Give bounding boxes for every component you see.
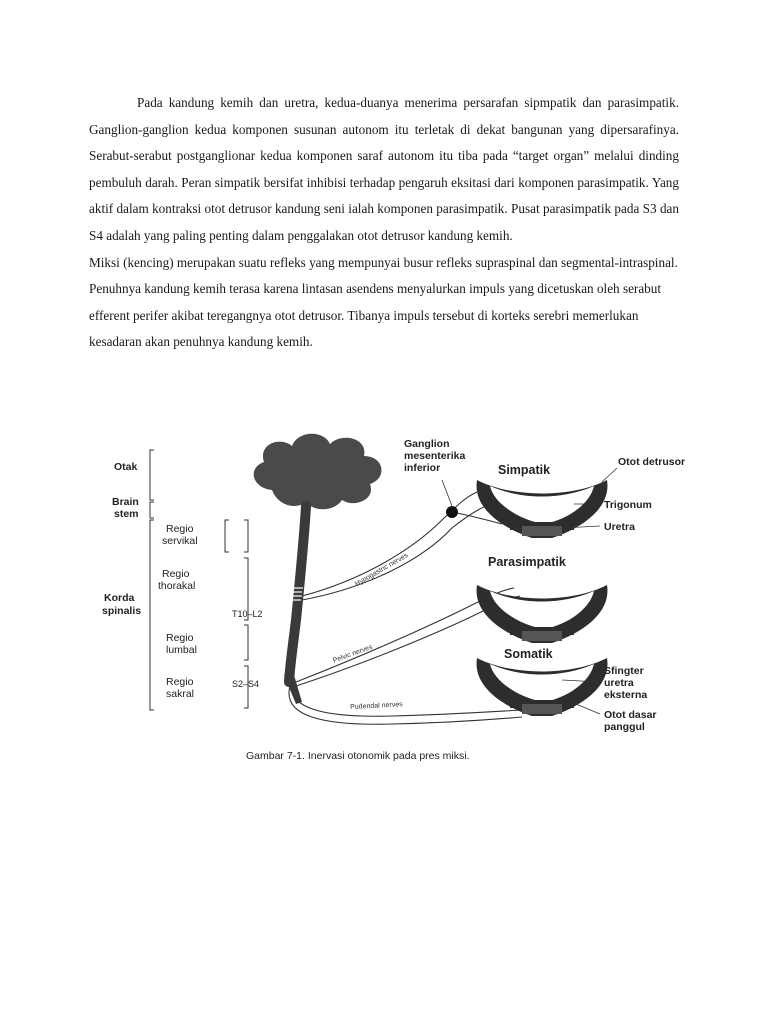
bracket-korda	[150, 520, 154, 710]
label-pelvic-nerves: Pelvic nerves	[332, 643, 374, 665]
label-ganglion-line1: Ganglion	[404, 438, 450, 450]
label-sfingter-line3: eksterna	[604, 689, 648, 701]
spinal-cord	[289, 506, 306, 682]
hypogastric-nerve-2	[302, 500, 502, 600]
label-hypogastric-nerves: Hypogastric nerves	[354, 552, 410, 589]
label-uretra: Uretra	[604, 521, 635, 533]
label-ganglion-line2: mesenterika	[404, 450, 466, 462]
brain-shape	[254, 434, 382, 510]
innervation-figure	[92, 420, 722, 770]
bracket-servikal-right	[244, 520, 248, 552]
label-sfingter-line2: uretra	[604, 677, 634, 689]
label-servikal-line2: servikal	[162, 535, 198, 547]
bladder-somatik	[477, 658, 608, 716]
label-sakral-line1: Regio	[166, 676, 194, 688]
label-simpatik: Simpatik	[498, 463, 551, 477]
figure-caption: Gambar 7-1. Inervasi otonomik pada pres miksi.	[246, 750, 470, 762]
label-otot-detrusor: Otot detrusor	[618, 456, 686, 468]
label-somatik: Somatik	[504, 647, 553, 661]
label-korda-line2: spinalis	[102, 605, 142, 617]
label-sakral-line2: sakral	[166, 688, 195, 700]
label-otot-dasar-line1: Otot dasar	[604, 709, 657, 721]
label-pudendal-nerves: Pudendal nerves	[350, 701, 403, 711]
paragraph-micturition: Miksi (kencing) merupakan suatu refleks yang mempunyai busur refleks supraspinal dan segmental-intraspinal. Penuhnya kandung kemih terasa karena lintasan asendens menyalurkan impuls yang dicetuskan oleh serabut efferent perifer akibat teregangnya otot detrusor. Tibanya impuls tersebut di korteks serebri memerlukan kesadaran akan penuhnya kandung kemih.	[89, 254, 678, 350]
bladder-parasimpatik	[477, 585, 608, 643]
ganglion-dot	[446, 506, 458, 518]
label-s2-s4: S2–S4	[232, 679, 260, 689]
label-ganglion-line3: inferior	[404, 462, 441, 474]
label-thorakal-line1: Regio	[162, 568, 190, 580]
bracket-otak	[150, 450, 154, 500]
label-sfingter-line1: Sfingter	[604, 665, 644, 677]
label-trigonum: Trigonum	[604, 499, 652, 511]
label-brain-line2: stem	[114, 508, 139, 520]
label-servikal-line1: Regio	[166, 523, 194, 535]
body-text	[89, 90, 679, 356]
label-brain-line1: Brain	[112, 496, 139, 508]
label-korda-line1: Korda	[104, 592, 135, 604]
ganglion-pointer	[442, 480, 452, 506]
bracket-lumbal-right	[244, 625, 248, 660]
label-t10-l2: T10–L2	[232, 609, 263, 619]
pointer-detrusor	[602, 468, 617, 482]
bracket-brainstem	[150, 502, 154, 518]
label-otot-dasar-line2: panggul	[604, 721, 645, 733]
label-parasimpatik: Parasimpatik	[488, 555, 566, 569]
label-lumbal-line1: Regio	[166, 632, 194, 644]
label-lumbal-line2: lumbal	[166, 644, 197, 656]
bladder-simpatik	[477, 480, 608, 538]
paragraph-innervation: Pada kandung kemih dan uretra, kedua-duanya menerima persarafan sipmpatik dan parasimpatik. Ganglion-ganglion kedua komponen susunan autonom itu terletak di dekat bangunan yang dipersarafinya. Serabut-serabut postganglionar kedua komponen saraf autonom itu tiba pada “target organ” melalui dinding pembuluh darah. Peran simpatik bersifat inhibisi terhadap pengaruh eksitasi dari komponen parasimpatik. Yang aktif dalam kontraksi otot detrusor kandung seni ialah komponen parasimpatik. Pusat parasimpatik pada S3 dan S4 adalah yang paling penting dalam penggalakan otot detrusor kandung kemih.	[89, 95, 679, 243]
label-thorakal-line2: thorakal	[158, 580, 196, 592]
pointer-dasar	[576, 704, 600, 714]
cord-tail	[284, 675, 302, 704]
pudendal-nerve-2	[289, 686, 522, 724]
label-otak: Otak	[114, 461, 138, 473]
bracket-servikal	[225, 520, 229, 552]
